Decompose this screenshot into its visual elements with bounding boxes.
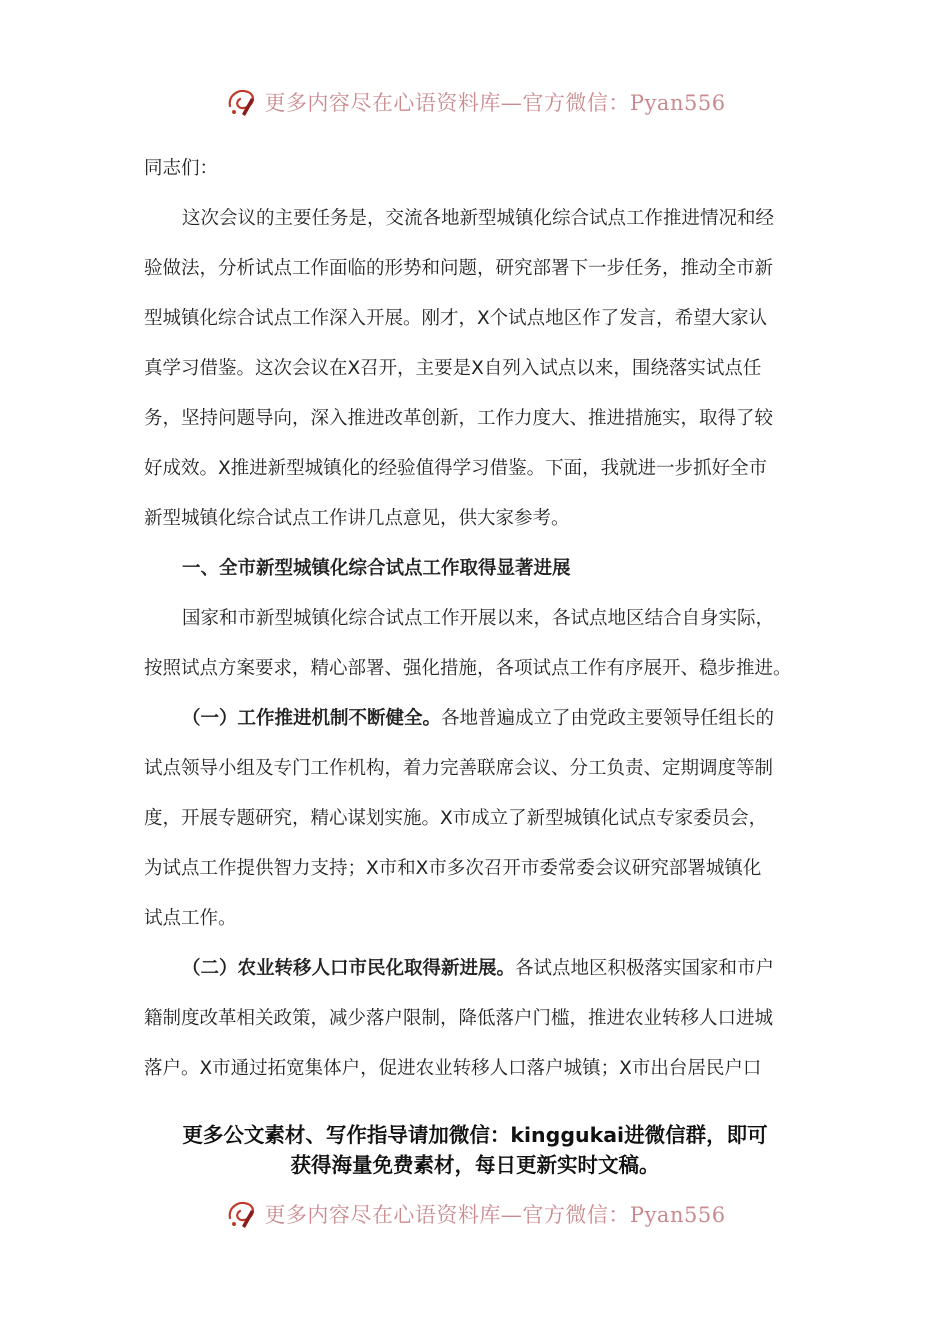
promo-callout	[0, 1120, 950, 1180]
salutation: 同志们：	[144, 158, 219, 179]
subsection-line: 度，开展专题研究，精心谋划实施。X市成立了新型城镇化试点专家委员会，	[144, 808, 768, 829]
subsection-text: 各地普遍成立了由党政主要领导任组长的	[441, 708, 775, 729]
subsection-title: （二）农业转移人口市民化取得新进展。	[182, 958, 516, 979]
subsection-text: 各试点地区积极落实国家和市户	[515, 958, 775, 979]
subsection-first-line	[144, 944, 814, 994]
intro-line: 务，坚持问题导向，深入推进改革创新，工作力度大、推进措施实，取得了较	[144, 408, 774, 429]
header-banner	[0, 82, 950, 122]
intro-line: 新型城镇化综合试点工作讲几点意见，供大家参考。	[144, 508, 570, 529]
subsection-line: 为试点工作提供智力支持；X市和X市多次召开市委常委会议研究部署城镇化	[144, 858, 762, 879]
pen-nib-swirl-icon	[224, 84, 260, 120]
section-heading: 一、全市新型城镇化综合试点工作取得显著进展	[182, 558, 571, 579]
subsection-line: 试点领导小组及专门工作机构，着力完善联席会议、分工负责、定期调度等制	[144, 758, 774, 779]
intro-line: 型城镇化综合试点工作深入开展。刚才，X个试点地区作了发言，希望大家认	[144, 308, 768, 329]
intro-line: 这次会议的主要任务是，交流各地新型城镇化综合试点工作推进情况和经	[182, 208, 775, 229]
pen-nib-swirl-icon	[224, 1196, 260, 1232]
subsection-line: 试点工作。	[144, 908, 237, 929]
intro-line: 好成效。X推进新型城镇化的经验值得学习借鉴。下面，我就进一步抓好全市	[144, 458, 768, 479]
footer-banner-text: 更多内容尽在心语资料库—官方微信：Pyan556	[264, 1203, 726, 1227]
subsection-line: 落户。X市通过拓宽集体户，促进农业转移人口落户城镇；X市出台居民户口	[144, 1058, 762, 1079]
subsection-first-line	[144, 694, 814, 744]
footer-banner	[0, 1194, 950, 1234]
promo-callout-line: 更多公文素材、写作指导请加微信：kinggukai进微信群，即可	[182, 1123, 768, 1147]
section-line: 国家和市新型城镇化综合试点工作开展以来，各试点地区结合自身实际，	[182, 608, 775, 629]
subsection-title: （一）工作推进机制不断健全。	[182, 708, 442, 729]
header-banner-text: 更多内容尽在心语资料库—官方微信：Pyan556	[264, 91, 726, 115]
section-line: 按照试点方案要求，精心部署、强化措施，各项试点工作有序展开、稳步推进。	[144, 658, 792, 679]
promo-callout-line: 获得海量免费素材，每日更新实时文稿。	[290, 1153, 660, 1177]
intro-line: 验做法，分析试点工作面临的形势和问题，研究部署下一步任务，推动全市新	[144, 258, 774, 279]
intro-line: 真学习借鉴。这次会议在X召开，主要是X自列入试点以来，围绕落实试点任	[144, 358, 762, 379]
subsection-line: 籍制度改革相关政策，减少落户限制，降低落户门槛，推进农业转移人口进城	[144, 1008, 774, 1029]
document-body	[144, 144, 814, 1094]
